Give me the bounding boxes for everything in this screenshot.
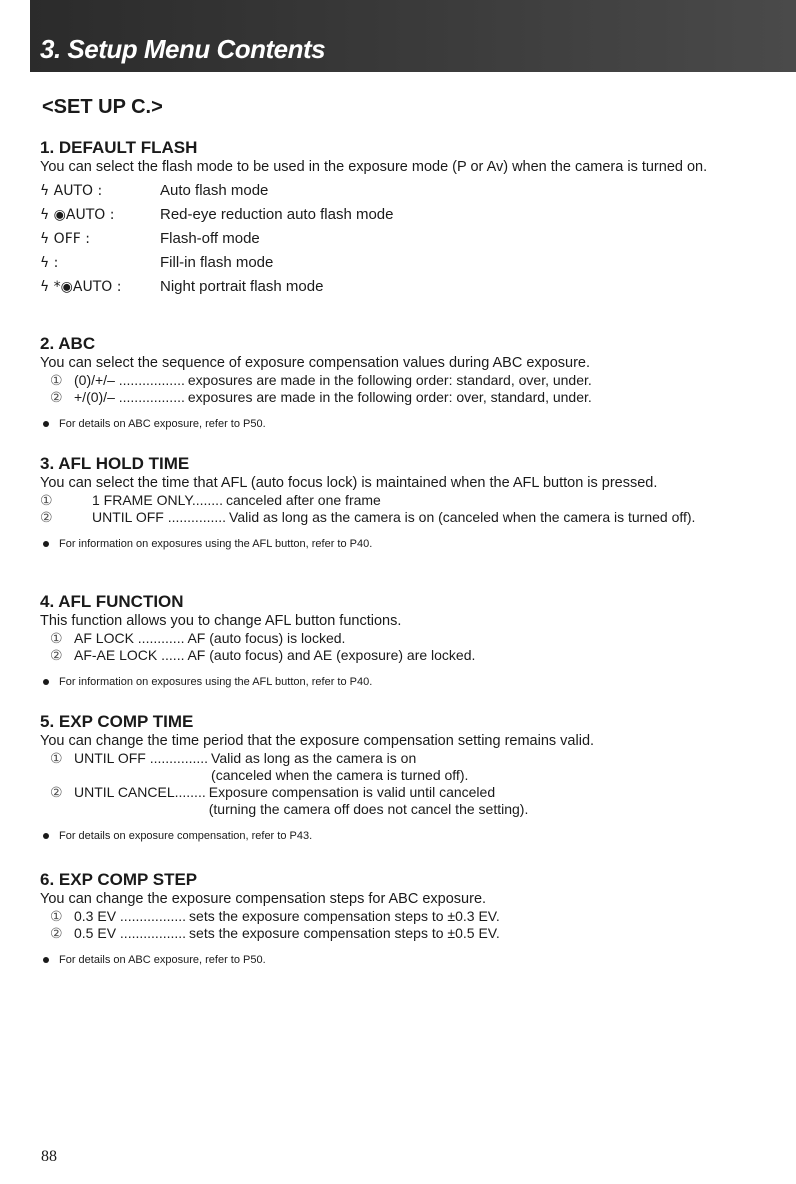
option-number: ①	[50, 372, 63, 388]
note-text: For information on exposures using the AFL button, refer to P40.	[59, 676, 373, 688]
section-title: 4. AFL FUNCTION	[40, 592, 184, 611]
section-description: This function allows you to change AFL button functions.	[40, 613, 402, 629]
section-title: 6. EXP COMP STEP	[40, 870, 198, 889]
option-number: ①	[40, 492, 53, 508]
note-text: For details on ABC exposure, refer to P50.	[59, 954, 266, 966]
flash-night-portrait-icon: ϟ *◉AUTO :	[40, 279, 122, 295]
flash-mode-row	[40, 227, 770, 251]
option-key: 1 FRAME ONLY........	[92, 492, 223, 508]
flash-red-eye-auto-icon: ϟ ◉AUTO :	[40, 207, 115, 223]
option-key: (0)/+/– .................	[74, 372, 185, 388]
option-row	[40, 389, 770, 406]
page-heading: <SET UP C.>	[42, 96, 163, 118]
option-number: ②	[40, 509, 53, 525]
note	[40, 954, 770, 966]
option-row	[40, 750, 770, 784]
option-row	[40, 492, 770, 509]
option-description: sets the exposure compensation steps to ±0.5 EV.	[189, 925, 500, 941]
header-bar	[30, 0, 796, 72]
section-afl-function	[40, 592, 770, 688]
option-description: Valid as long as the camera is on (canceled when the camera is turned off).	[229, 509, 696, 525]
flash-off-icon: ϟ OFF :	[40, 231, 90, 247]
section-description: You can change the time period that the exposure compensation setting remains valid.	[40, 733, 595, 749]
flash-mode-row	[40, 179, 770, 203]
note-text: For details on ABC exposure, refer to P50.	[59, 418, 266, 430]
option-description-line: (turning the camera off does not cancel the setting).	[208, 801, 529, 817]
option-number: ①	[50, 750, 63, 766]
bullet-icon	[43, 957, 49, 963]
section-title: 3. AFL HOLD TIME	[40, 454, 190, 473]
section-exp-comp-step	[40, 870, 770, 966]
bullet-icon	[43, 833, 49, 839]
note-text: For information on exposures using the AFL button, refer to P40.	[59, 538, 373, 550]
section-exp-comp-time	[40, 712, 770, 842]
option-number: ①	[50, 630, 63, 646]
section-description: You can select the sequence of exposure compensation values during ABC exposure.	[40, 355, 591, 371]
option-description: AF (auto focus) and AE (exposure) are locked.	[187, 647, 476, 663]
option-number: ②	[50, 647, 63, 663]
bullet-icon	[43, 421, 49, 427]
section-default-flash	[40, 138, 770, 299]
note-text: For details on exposure compensation, refer to P43.	[59, 830, 313, 842]
option-key: UNTIL OFF ...............	[92, 509, 227, 525]
flash-mode-label: Fill-in flash mode	[160, 254, 274, 271]
flash-mode-label: Flash-off mode	[160, 230, 260, 247]
option-description: exposures are made in the following order: over, standard, under.	[187, 389, 592, 405]
flash-mode-label: Auto flash mode	[160, 182, 269, 199]
option-number: ②	[50, 925, 63, 941]
option-row	[40, 372, 770, 389]
option-description	[208, 750, 468, 784]
option-description-line: (canceled when the camera is turned off).	[211, 767, 469, 783]
option-description: canceled after one frame	[225, 492, 381, 508]
option-number: ②	[50, 389, 63, 405]
section-title: 5. EXP COMP TIME	[40, 712, 194, 731]
section-title: 1. DEFAULT FLASH	[40, 138, 198, 157]
flash-mode-label: Night portrait flash mode	[160, 278, 324, 295]
note	[40, 676, 770, 688]
option-description: exposures are made in the following order: standard, over, under.	[187, 372, 592, 388]
option-key: +/(0)/– .................	[74, 389, 185, 405]
option-key: UNTIL OFF ...............	[74, 750, 209, 766]
option-description: sets the exposure compensation steps to ±0.3 EV.	[189, 908, 500, 924]
option-number: ①	[50, 908, 63, 924]
flash-mode-row	[40, 203, 770, 227]
flash-mode-label: Red-eye reduction auto flash mode	[160, 206, 394, 223]
option-description	[206, 784, 529, 818]
page-number: 88	[41, 1148, 57, 1165]
option-number: ②	[50, 784, 63, 800]
flash-mode-row	[40, 251, 770, 275]
option-row	[40, 647, 770, 664]
option-key: AF-AE LOCK ......	[74, 647, 185, 663]
option-description-line: Exposure compensation is valid until canceled	[208, 784, 496, 800]
note	[40, 418, 770, 430]
section-abc	[40, 334, 770, 430]
flash-auto-icon: ϟ AUTO :	[40, 183, 103, 199]
option-row	[40, 509, 770, 526]
option-key: 0.5 EV .................	[74, 925, 187, 941]
option-key: AF LOCK ............	[74, 630, 185, 646]
option-key: UNTIL CANCEL........	[74, 784, 206, 800]
note	[40, 830, 770, 842]
bullet-icon	[43, 541, 49, 547]
option-row	[40, 925, 770, 942]
flash-fill-in-icon: ϟ :	[40, 255, 59, 271]
note	[40, 538, 770, 550]
bullet-icon	[43, 679, 49, 685]
chapter-title: 3. Setup Menu Contents	[40, 34, 326, 64]
option-key: 0.3 EV .................	[74, 908, 187, 924]
option-description: AF (auto focus) is locked.	[187, 630, 346, 646]
option-description-line: Valid as long as the camera is on	[211, 750, 417, 766]
option-row	[40, 784, 770, 818]
section-description: You can select the flash mode to be used in the exposure mode (P or Av) when the camera is turned on.	[40, 159, 708, 175]
section-description: You can select the time that AFL (auto focus lock) is maintained when the AFL button is pressed.	[40, 475, 658, 491]
section-description: You can change the exposure compensation steps for ABC exposure.	[40, 891, 487, 907]
option-row	[40, 908, 770, 925]
section-title: 2. ABC	[40, 334, 96, 353]
section-afl-hold-time	[40, 454, 770, 550]
option-row	[40, 630, 770, 647]
flash-mode-row	[40, 275, 770, 299]
